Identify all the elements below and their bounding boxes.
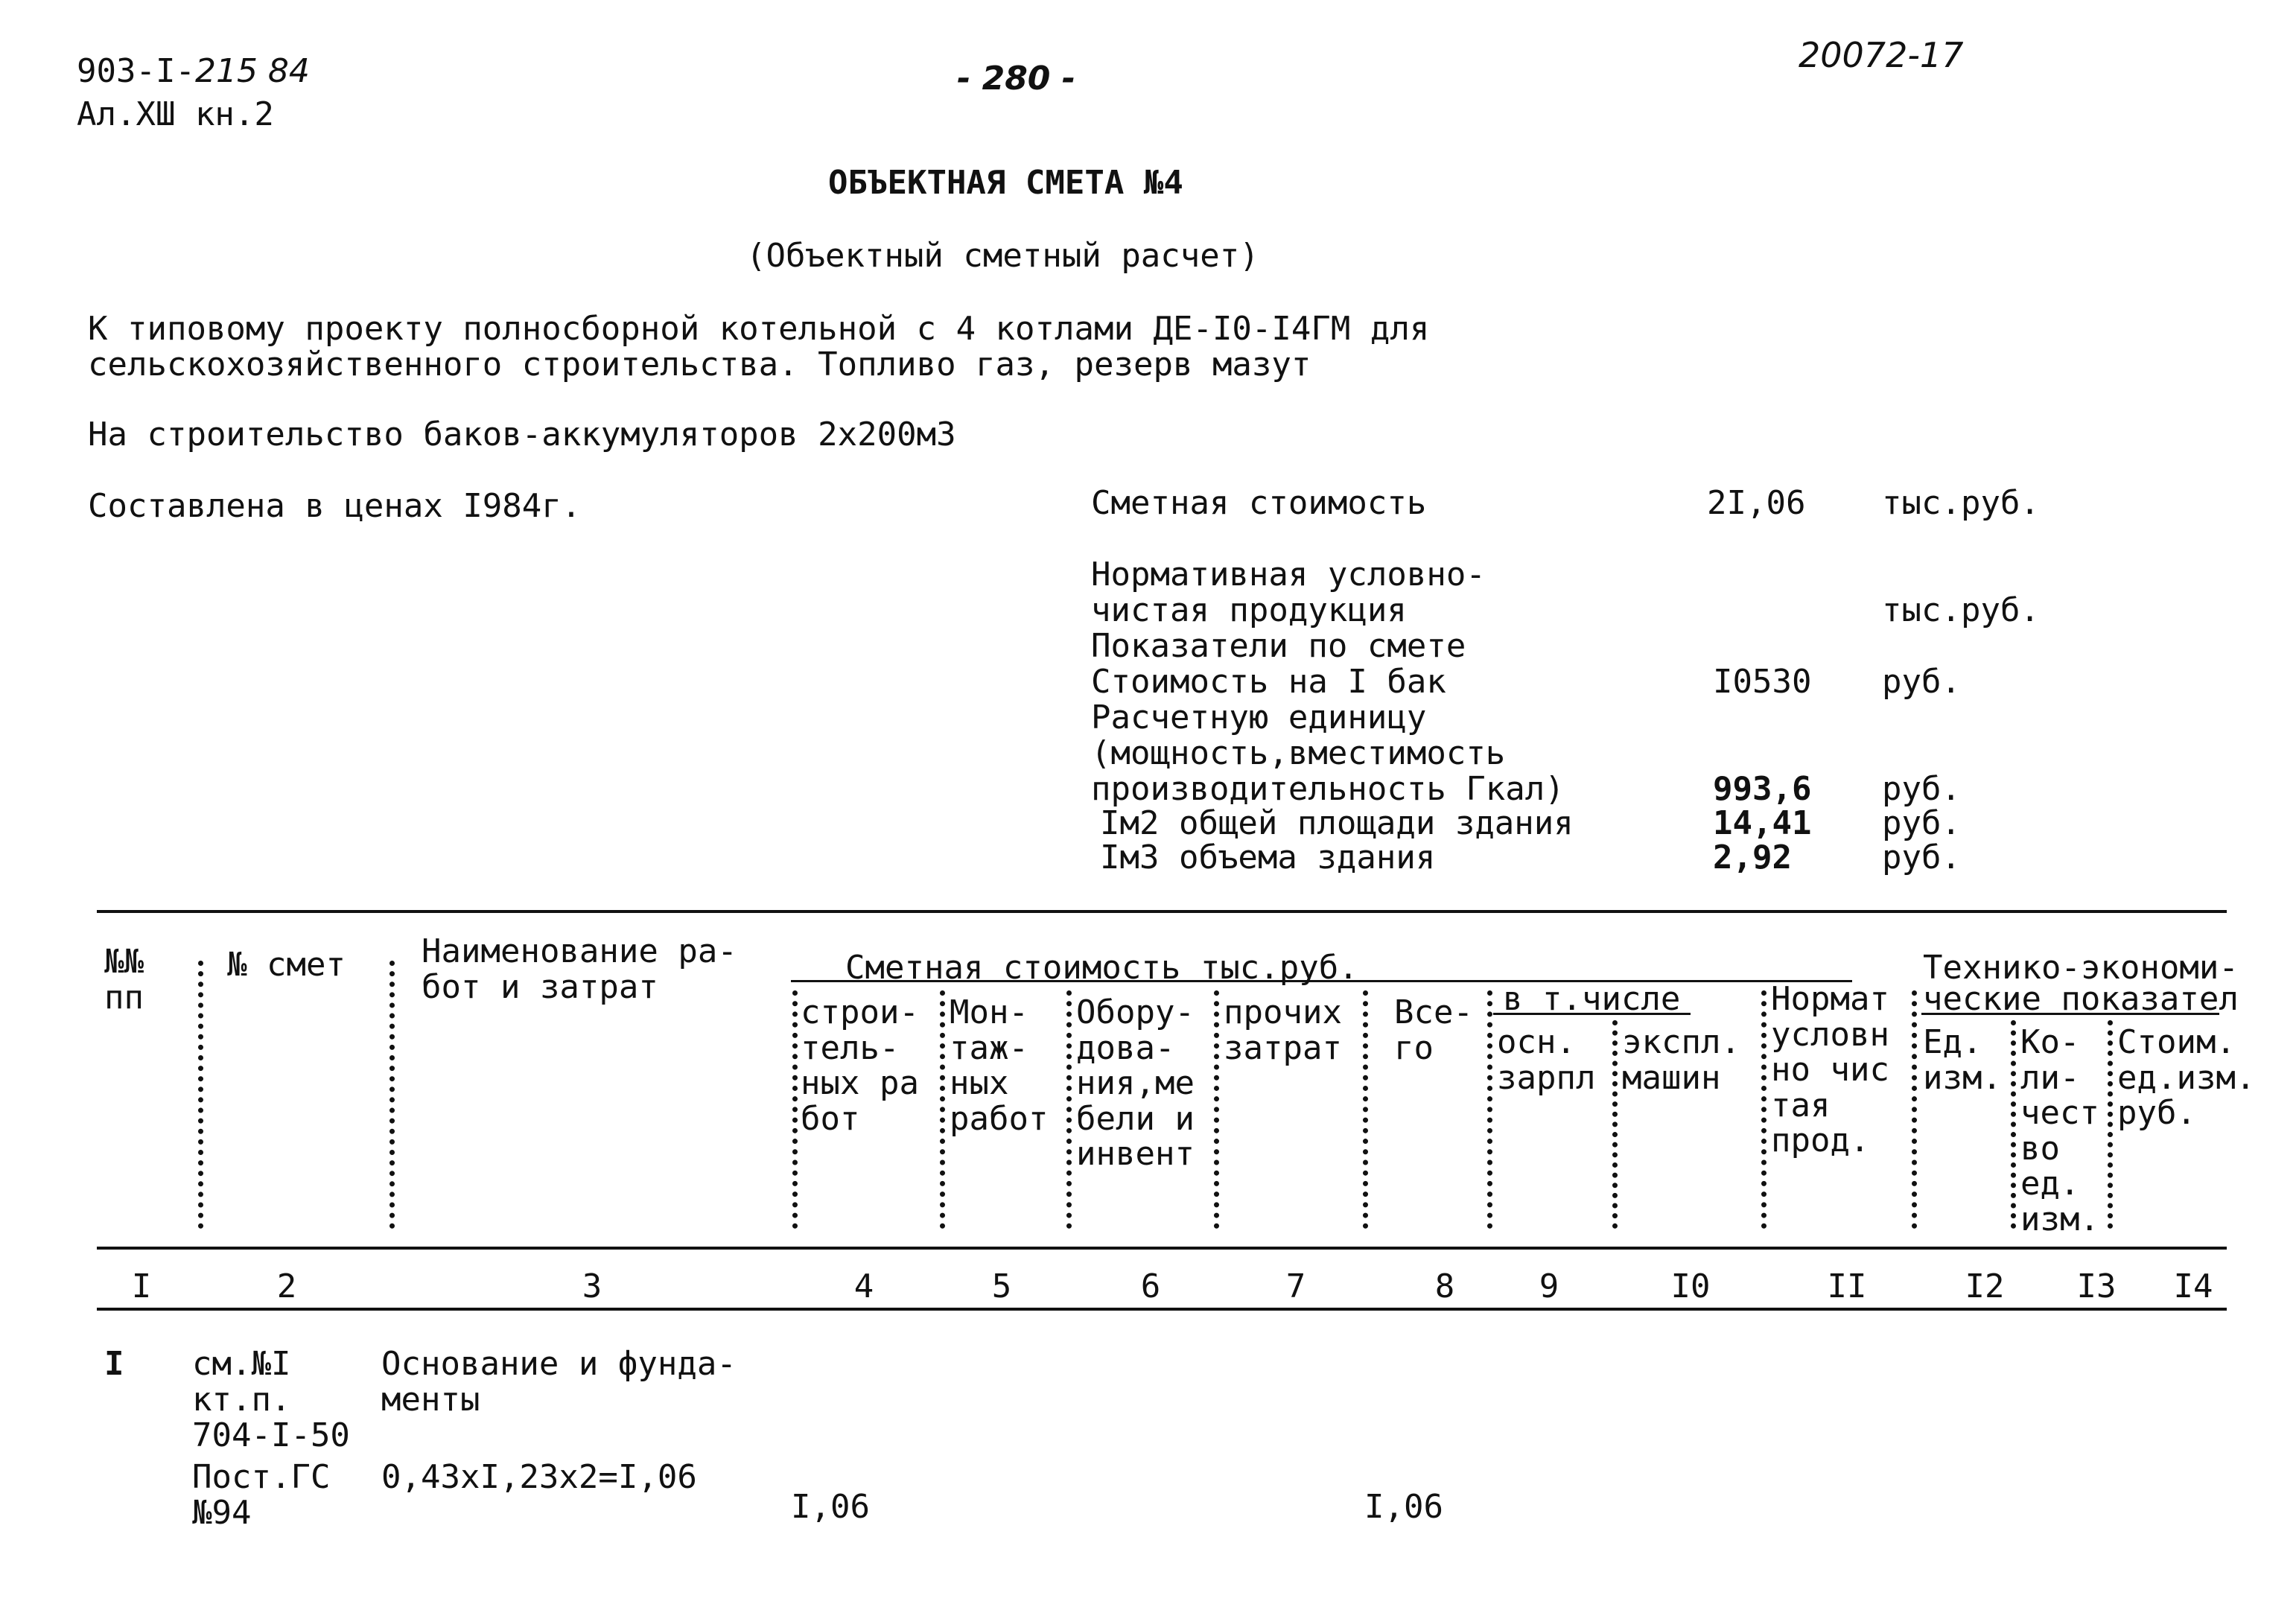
- header-unit-cost: Стоим. ед.изм. руб.: [2117, 1023, 2256, 1133]
- indicators-label: Показатели по смете: [1091, 627, 1466, 665]
- calc-unit-value: 993,6: [1713, 770, 1812, 808]
- total-cost: I,06: [1364, 1488, 1443, 1526]
- separator: [1912, 990, 1917, 1229]
- separator: [389, 961, 395, 1229]
- col-number: II: [1827, 1267, 1867, 1305]
- header-tech-group-1: Технико-экономи-: [1923, 949, 2239, 987]
- project-code-handwritten: 215 84: [194, 52, 310, 90]
- column-numbers-rule: [97, 1308, 2227, 1311]
- ncp-label-2: чистая продукция: [1091, 591, 1407, 629]
- header-unit: Ед. изм.: [1923, 1023, 2002, 1097]
- work-name: 0,43xI,23x2=I,06: [381, 1458, 697, 1496]
- header-other: прочих затрат: [1224, 993, 1342, 1067]
- estimate-ref-line-1: Пост.ГС: [192, 1458, 331, 1496]
- ncp-unit: тыс.руб.: [1882, 591, 2040, 629]
- header-bottom-rule: [97, 1247, 2227, 1250]
- col-number: I0: [1670, 1267, 1711, 1305]
- per-tank-value: I0530: [1713, 663, 1812, 701]
- project-code: [77, 54, 310, 89]
- header-equipment: Обору- дова- ния,ме бели и инвент: [1076, 993, 1195, 1174]
- per-tank-unit: руб.: [1882, 663, 1961, 701]
- volume-value: 2,92: [1713, 839, 1792, 876]
- col-number: 5: [991, 1267, 1012, 1305]
- header-cost-group: Сметная стоимость тыс.руб.: [845, 949, 1358, 987]
- document-title: ОБЪЕКТНАЯ СМЕТА №4: [828, 164, 1183, 202]
- row-number: I: [104, 1345, 124, 1383]
- ncp-label-1: Нормативная условно-: [1091, 556, 1486, 594]
- calc-unit-label-1: Расчетную единицу: [1091, 699, 1427, 736]
- col-number: 8: [1434, 1267, 1455, 1305]
- col-number: 6: [1140, 1267, 1161, 1305]
- separator: [1214, 990, 1219, 1229]
- estimate-ref-line-1: см.№I: [192, 1345, 291, 1383]
- area-value: 14,41: [1713, 804, 1812, 842]
- header-total: Все- го: [1394, 993, 1473, 1067]
- estimate-ref-line-3: 704-I-50: [192, 1416, 350, 1454]
- header-estimate-number: № смет: [227, 946, 346, 984]
- estimate-ref-line-2: кт.п.: [192, 1381, 291, 1419]
- area-unit: руб.: [1882, 804, 1961, 842]
- col-number: 3: [582, 1267, 602, 1305]
- per-tank-label: Стоимость на I бак: [1091, 663, 1446, 701]
- document-subtitle: (Объектный сметный расчет): [746, 237, 1259, 275]
- volume-unit: руб.: [1882, 839, 1961, 876]
- col-number: 7: [1285, 1267, 1306, 1305]
- area-label: Iм2 общей площади здания: [1100, 804, 1574, 842]
- col-number: I2: [1965, 1267, 2005, 1305]
- table-top-rule: [97, 910, 2227, 913]
- col-number: 4: [853, 1267, 874, 1305]
- page-number: - 280 -: [957, 60, 1076, 98]
- separator: [1363, 990, 1368, 1229]
- prices-note: Составлена в ценах I984г.: [88, 487, 582, 525]
- document-number: 20072-17: [1799, 35, 1964, 75]
- calc-unit-label-2: (мощность,вместимость: [1091, 734, 1506, 772]
- construction-cost: I,06: [791, 1488, 870, 1526]
- separator: [1487, 990, 1492, 1229]
- header-quantity: Ко- ли- чест во ед. изм.: [2020, 1023, 2099, 1238]
- album-label: Ал.XШ кн.2: [77, 95, 274, 133]
- header-machines: экспл. машин: [1622, 1023, 1740, 1097]
- description-line-2: сельскохозяйственного строительства. Топливо газ, резерв мазут: [88, 346, 1311, 384]
- header-base-salary: осн. зарпл: [1497, 1023, 1596, 1097]
- col-number: I: [131, 1267, 152, 1305]
- separator: [792, 990, 798, 1229]
- header-incl-group: в т.числе: [1503, 980, 1681, 1018]
- calc-unit-label-3: производительность Гкал): [1091, 770, 1565, 808]
- description-line-1: К типовому проекту полносборной котельной с 4 котлами ДЕ-I0-I4ГМ для: [88, 310, 1430, 348]
- estimate-ref-line-2: №94: [192, 1494, 252, 1532]
- col-number: I3: [2076, 1267, 2117, 1305]
- col-number: 9: [1539, 1267, 1559, 1305]
- header-tech-group-2: ческие показател: [1923, 980, 2239, 1018]
- col-number: 2: [276, 1267, 297, 1305]
- separator: [1066, 990, 1072, 1229]
- separator: [940, 990, 945, 1229]
- header-row-number: №№ пп: [104, 943, 144, 1016]
- cost-unit: тыс.руб.: [1882, 484, 2040, 522]
- work-name-line-1: Основание и фунда-: [381, 1345, 737, 1383]
- col-number: I4: [2173, 1267, 2213, 1305]
- header-construction: строи- тель- ных ра бот: [801, 993, 919, 1138]
- volume-label: Iм3 объема здания: [1100, 839, 1436, 876]
- work-name-line-2: менты: [381, 1381, 480, 1419]
- project-code-printed: 903-I-: [77, 52, 195, 90]
- header-installation: Мон- таж- ных работ: [950, 993, 1049, 1138]
- construction-object: На строительство баков-аккумуляторов 2х200м3: [88, 416, 956, 454]
- header-net-product: Нормат условн но чис тая прод.: [1771, 980, 1889, 1160]
- separator: [2011, 1020, 2016, 1229]
- separator: [1761, 990, 1766, 1229]
- separator: [2108, 1020, 2113, 1229]
- cost-label: Сметная стоимость: [1091, 484, 1427, 522]
- header-work-name: Наименование ра- бот и затрат: [422, 932, 737, 1006]
- separator: [1612, 1020, 1618, 1229]
- separator: [198, 961, 203, 1229]
- cost-value: 2I,06: [1707, 484, 1806, 522]
- calc-unit-unit: руб.: [1882, 770, 1961, 808]
